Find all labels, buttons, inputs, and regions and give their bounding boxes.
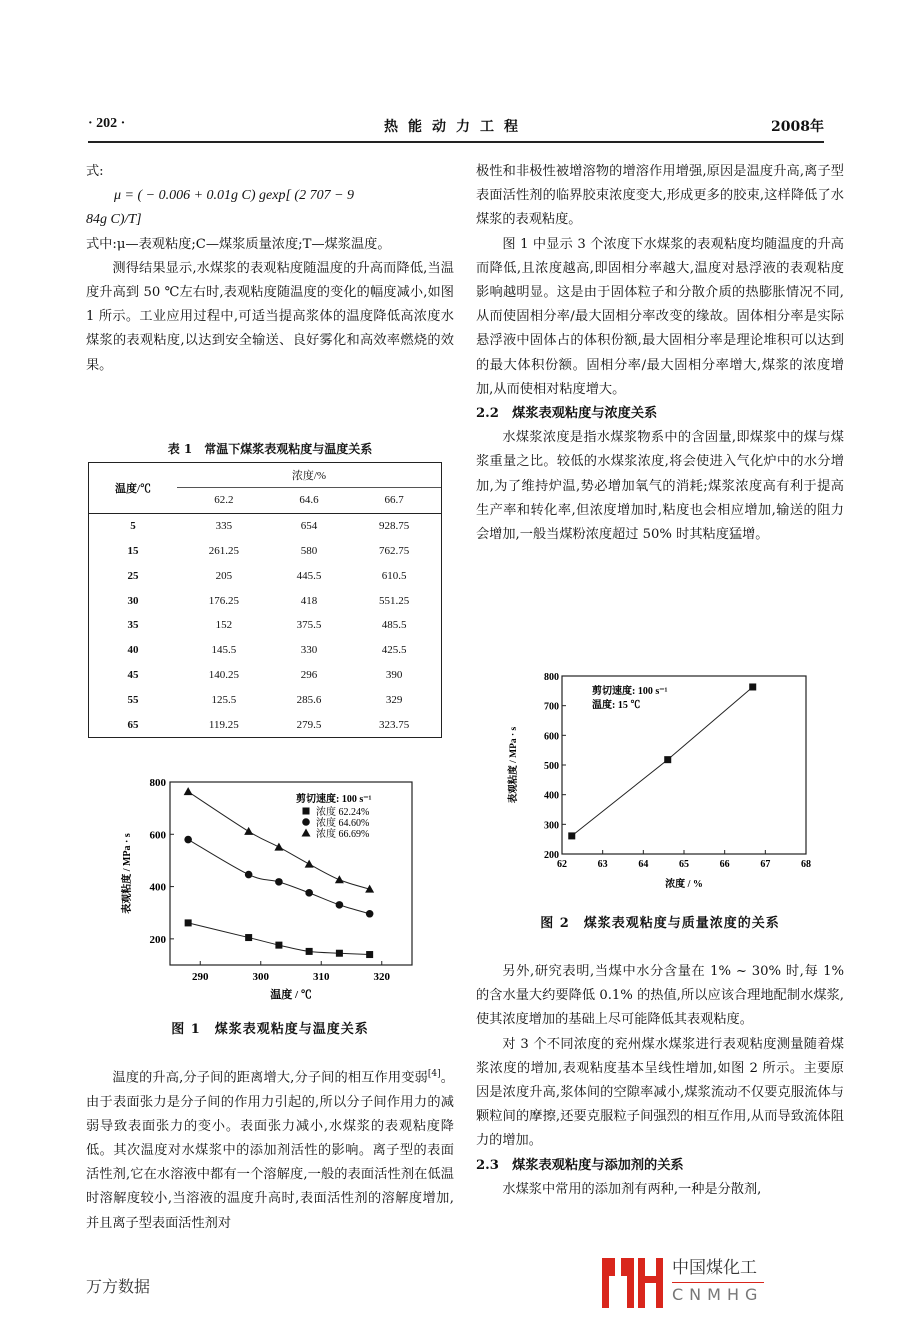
data-point <box>749 683 756 690</box>
paragraph-text: 。由于表面张力是分子间的作用力引起的,所以分子间作用力的减弱导致表面张力的变小。表面张力减小,水煤浆的表观粘度降低。其次温度对水煤浆中的添加剂活性的影响。离子型的表面活性剂,它在水溶液中都有一个溶解度,一般的表面活性剂在低温时溶解度较小,当溶液的温度升高时,表面活性剂的溶解度增加,并且离子型表面活性剂对 <box>86 1070 454 1231</box>
legend-marker <box>303 808 310 815</box>
formula-line-2: 84g C)/T] <box>86 212 142 228</box>
viscosity-cell: 140.25 <box>208 668 239 681</box>
logo-bar <box>645 1276 656 1283</box>
data-point <box>366 951 373 958</box>
col-header: 62.2 <box>177 488 271 514</box>
figure-1-caption: 图 1 煤浆表观粘度与温度关系 <box>171 1022 369 1037</box>
viscosity-cell: 279.5 <box>296 718 322 731</box>
x-tick-label: 66 <box>719 859 730 870</box>
table-1 <box>88 462 442 738</box>
viscosity-cell: 445.5 <box>296 569 322 582</box>
paragraph-text: 温度的升高,分子间的距离增大,分子间的相互作用变弱 <box>112 1070 428 1086</box>
viscosity-cell: 329 <box>385 693 403 706</box>
data-point <box>245 934 252 941</box>
x-tick-label: 67 <box>760 859 771 870</box>
table-row <box>89 638 441 663</box>
x-axis-label: 浓度 / % <box>665 879 703 890</box>
viscosity-cell: 119.25 <box>208 718 239 731</box>
data-point <box>184 787 193 795</box>
viscosity-cell: 654 <box>300 520 318 533</box>
x-tick-label: 62 <box>557 859 567 870</box>
plot-frame <box>170 782 412 965</box>
x-tick-label: 290 <box>192 971 209 983</box>
table-row <box>89 539 441 564</box>
paragraph: 水煤浆浓度是指水煤浆物系中的含固量,即煤浆中的煤与煤浆重量之比。较低的水煤浆浓度,将会使进入气化炉中的水分增加,为了维持炉温,势必增加氧气的消耗;煤浆浓度高有利于提高生产率和转化率,但浓度增加时,粘度也会相应增加,输送的阻力会增加,一般当煤粉浓度超过 50% 时其粘度猛增。 <box>476 430 844 543</box>
logo-bar <box>602 1258 609 1308</box>
viscosity-cell: 145.5 <box>211 644 237 657</box>
paragraph: 极性和非极性被增溶物的增溶作用增强,原因是温度升高,离子型表面活性剂的临界胶束浓度变大,形成更多的胶束,这样降低了水煤浆的表观粘度。 <box>476 164 844 228</box>
paragraph: 图 1 中显示 3 个浓度下水煤浆的表观粘度均随温度的升高而降低,且浓度越高,即固相分率越大,温度对悬浮液的表观粘度影响越明显。这是由于固体粒子和分散介质的热膨胀情况不同,从而使固相分率/最大固相分率改变的缘故。固体相分率是实际悬浮液中固体占的体积份额,最大固相分率是理论堆积可以达到的最大体积份额。固相分率/最大固相分率增大,煤浆的浓度增加,从而使相对粘度增大。 <box>476 236 844 397</box>
y-tick-label: 200 <box>149 933 166 946</box>
citation-ref: [4] <box>427 1069 441 1079</box>
x-tick-label: 63 <box>597 859 608 870</box>
formula-line-1: μ = ( − 0.006 + 0.01g C) gexp[ (2 707 − 9 <box>114 188 355 204</box>
formula-definition: 式中:μ—表观粘度;C—煤浆质量浓度;T—煤浆温度。 <box>86 236 391 252</box>
logo-bar <box>638 1258 645 1308</box>
left-column-bottom <box>86 1062 454 1236</box>
viscosity-cell: 125.5 <box>211 693 237 706</box>
x-tick-label: 65 <box>679 859 689 870</box>
watermark-cn: 中国煤化工 <box>672 1258 757 1278</box>
temperature-cell: 15 <box>127 544 139 557</box>
data-point <box>306 948 313 955</box>
data-point <box>336 901 344 909</box>
annotation-temperature: 温度: 15 ℃ <box>592 700 641 711</box>
left-column-top <box>86 160 454 378</box>
annotation-shear-rate: 剪切速度: 100 s⁻¹ <box>592 686 668 697</box>
source-footer: 万方数据 <box>86 1277 151 1296</box>
header-rule <box>88 141 824 143</box>
x-tick-label: 64 <box>638 859 649 870</box>
formula-intro: 式: <box>86 164 104 179</box>
data-point <box>305 889 313 897</box>
legend-label: 浓度 64.60% <box>316 818 370 829</box>
figure-2-caption: 图 2 煤浆表观粘度与质量浓度的关系 <box>540 916 780 931</box>
watermark-en: CNMHG <box>672 1285 764 1304</box>
cnmhg-watermark <box>600 1256 840 1310</box>
data-point <box>335 875 344 883</box>
viscosity-cell: 335 <box>215 520 233 533</box>
temperature-cell: 25 <box>127 569 139 582</box>
y-tick-label: 400 <box>544 790 559 802</box>
data-point <box>244 827 253 835</box>
viscosity-cell: 485.5 <box>381 619 407 632</box>
y-tick-label: 600 <box>544 731 559 743</box>
y-tick-label: 700 <box>544 701 559 713</box>
data-point <box>185 919 192 926</box>
table-row <box>89 588 441 613</box>
temperature-cell: 30 <box>127 594 139 607</box>
viscosity-cell: 418 <box>300 594 318 607</box>
section-heading: 2.2 煤浆表观粘度与浓度关系 <box>476 406 658 422</box>
data-point <box>275 878 283 886</box>
legend-label: 浓度 66.69% <box>316 829 370 840</box>
table-row <box>89 663 441 688</box>
y-tick-label: 800 <box>149 777 166 789</box>
watermark-rule <box>672 1282 764 1283</box>
viscosity-cell: 296 <box>300 668 318 681</box>
figure-1-chart <box>100 770 430 1000</box>
y-axis-label: 表观粘度 / MPa · s <box>122 833 133 914</box>
paragraph: 水煤浆中常用的添加剂有两种,一种是分散剂, <box>502 1181 762 1197</box>
data-point <box>305 860 314 868</box>
y-tick-label: 200 <box>544 850 559 861</box>
col-header: 66.7 <box>347 488 441 514</box>
y-axis-label: 表观粘度 / MPa · s <box>509 726 519 804</box>
viscosity-cell: 390 <box>385 668 403 681</box>
data-point <box>274 843 283 851</box>
paragraph: 测得结果显示,水煤浆的表观粘度随温度的升高而降低,当温度升高到 50 ℃左右时,表观粘度随温度的变化的幅度减小,如图 1 所示。工业应用过程中,可适当提高浆体的温度降低高浓度水煤浆的表观粘度,以达到安全输送、良好雾化和高效率燃烧的效果。 <box>86 260 454 373</box>
legend-title: 剪切速度: 100 s⁻¹ <box>296 794 372 805</box>
viscosity-cell: 330 <box>300 644 318 657</box>
table-row <box>89 613 441 638</box>
logo-bar <box>621 1258 627 1276</box>
viscosity-cell: 323.75 <box>379 718 410 731</box>
viscosity-cell: 551.25 <box>379 594 410 607</box>
table-row <box>89 712 441 737</box>
temperature-cell: 65 <box>127 718 139 731</box>
data-point <box>664 756 671 763</box>
temperature-cell: 45 <box>127 668 139 681</box>
running-header <box>88 116 824 140</box>
viscosity-cell: 928.75 <box>379 520 410 533</box>
data-point <box>275 942 282 949</box>
right-column-bottom <box>476 960 844 1202</box>
legend-label: 浓度 62.24% <box>316 807 370 818</box>
viscosity-cell: 176.25 <box>208 594 239 607</box>
viscosity-cell: 762.75 <box>379 544 410 557</box>
temperature-cell: 40 <box>127 644 139 657</box>
y-tick-label: 400 <box>149 881 166 894</box>
col-header: 64.6 <box>271 488 348 514</box>
temperature-cell: 5 <box>130 520 136 533</box>
paragraph: 对 3 个不同浓度的兖州煤水煤浆进行表观粘度测量随着煤浆浓度的增加,表观粘度基本呈线性增加,如图 2 所示。主要原因是浓度升高,浆体间的空隙率减小,煤浆流动不仅要克服流体与颗粒间的摩擦,还要克服粒子间强烈的相互作用,从而导致流体阻力的增加。 <box>476 1036 844 1149</box>
table-caption: 表 1 常温下煤浆表观粘度与温度关系 <box>167 442 373 456</box>
legend-marker <box>302 818 310 826</box>
row-header: 温度/℃ <box>89 463 177 513</box>
data-point <box>568 832 575 839</box>
x-tick-label: 320 <box>373 971 390 983</box>
viscosity-cell: 425.5 <box>381 644 407 657</box>
viscosity-cell: 285.6 <box>296 693 322 706</box>
data-point <box>336 950 343 957</box>
section-heading: 2.3 煤浆表观粘度与添加剂的关系 <box>476 1157 684 1173</box>
x-tick-label: 300 <box>252 971 269 983</box>
viscosity-cell: 152 <box>215 619 233 632</box>
logo-bar <box>627 1258 634 1308</box>
viscosity-cell: 610.5 <box>381 569 407 582</box>
y-tick-label: 500 <box>544 761 559 772</box>
viscosity-cell: 375.5 <box>296 619 322 632</box>
paragraph: 另外,研究表明,当煤中水分含量在 1% ~ 30% 时,每 1% 的含水量大约要降低 0.1% 的热值,所以应该合理地配制水煤浆,使其浓度增加的基础上尽可能降低其表观粘度。 <box>476 964 844 1028</box>
temperature-cell: 35 <box>127 619 139 632</box>
x-axis-label: 温度 / ℃ <box>270 989 312 1000</box>
viscosity-cell: 580 <box>300 544 318 557</box>
table-row <box>89 563 441 588</box>
page-number: · 202 · <box>88 116 126 131</box>
journal-title: 热能动力工程 <box>384 119 528 135</box>
x-tick-label: 68 <box>801 859 811 870</box>
data-point <box>366 910 374 918</box>
table-row <box>89 687 441 712</box>
data-point <box>245 871 253 879</box>
year: 2008年 <box>771 119 824 135</box>
table-header-row <box>89 463 441 488</box>
temperature-cell: 55 <box>127 693 139 706</box>
table-row <box>89 513 441 538</box>
figure-2-chart <box>500 662 840 897</box>
legend-marker <box>302 829 311 837</box>
paragraph <box>86 1062 454 1236</box>
logo-bar <box>656 1258 663 1308</box>
logo-bar <box>609 1258 615 1276</box>
data-point <box>184 836 192 844</box>
x-tick-label: 310 <box>313 971 330 983</box>
y-tick-label: 800 <box>544 672 559 683</box>
y-tick-label: 600 <box>149 829 166 842</box>
watermark-logo <box>600 1256 664 1310</box>
viscosity-cell: 261.25 <box>208 544 239 557</box>
right-column-top <box>476 160 844 547</box>
viscosity-cell: 205 <box>215 569 233 582</box>
y-tick-label: 300 <box>544 820 559 832</box>
group-header: 浓度/% <box>177 463 441 488</box>
